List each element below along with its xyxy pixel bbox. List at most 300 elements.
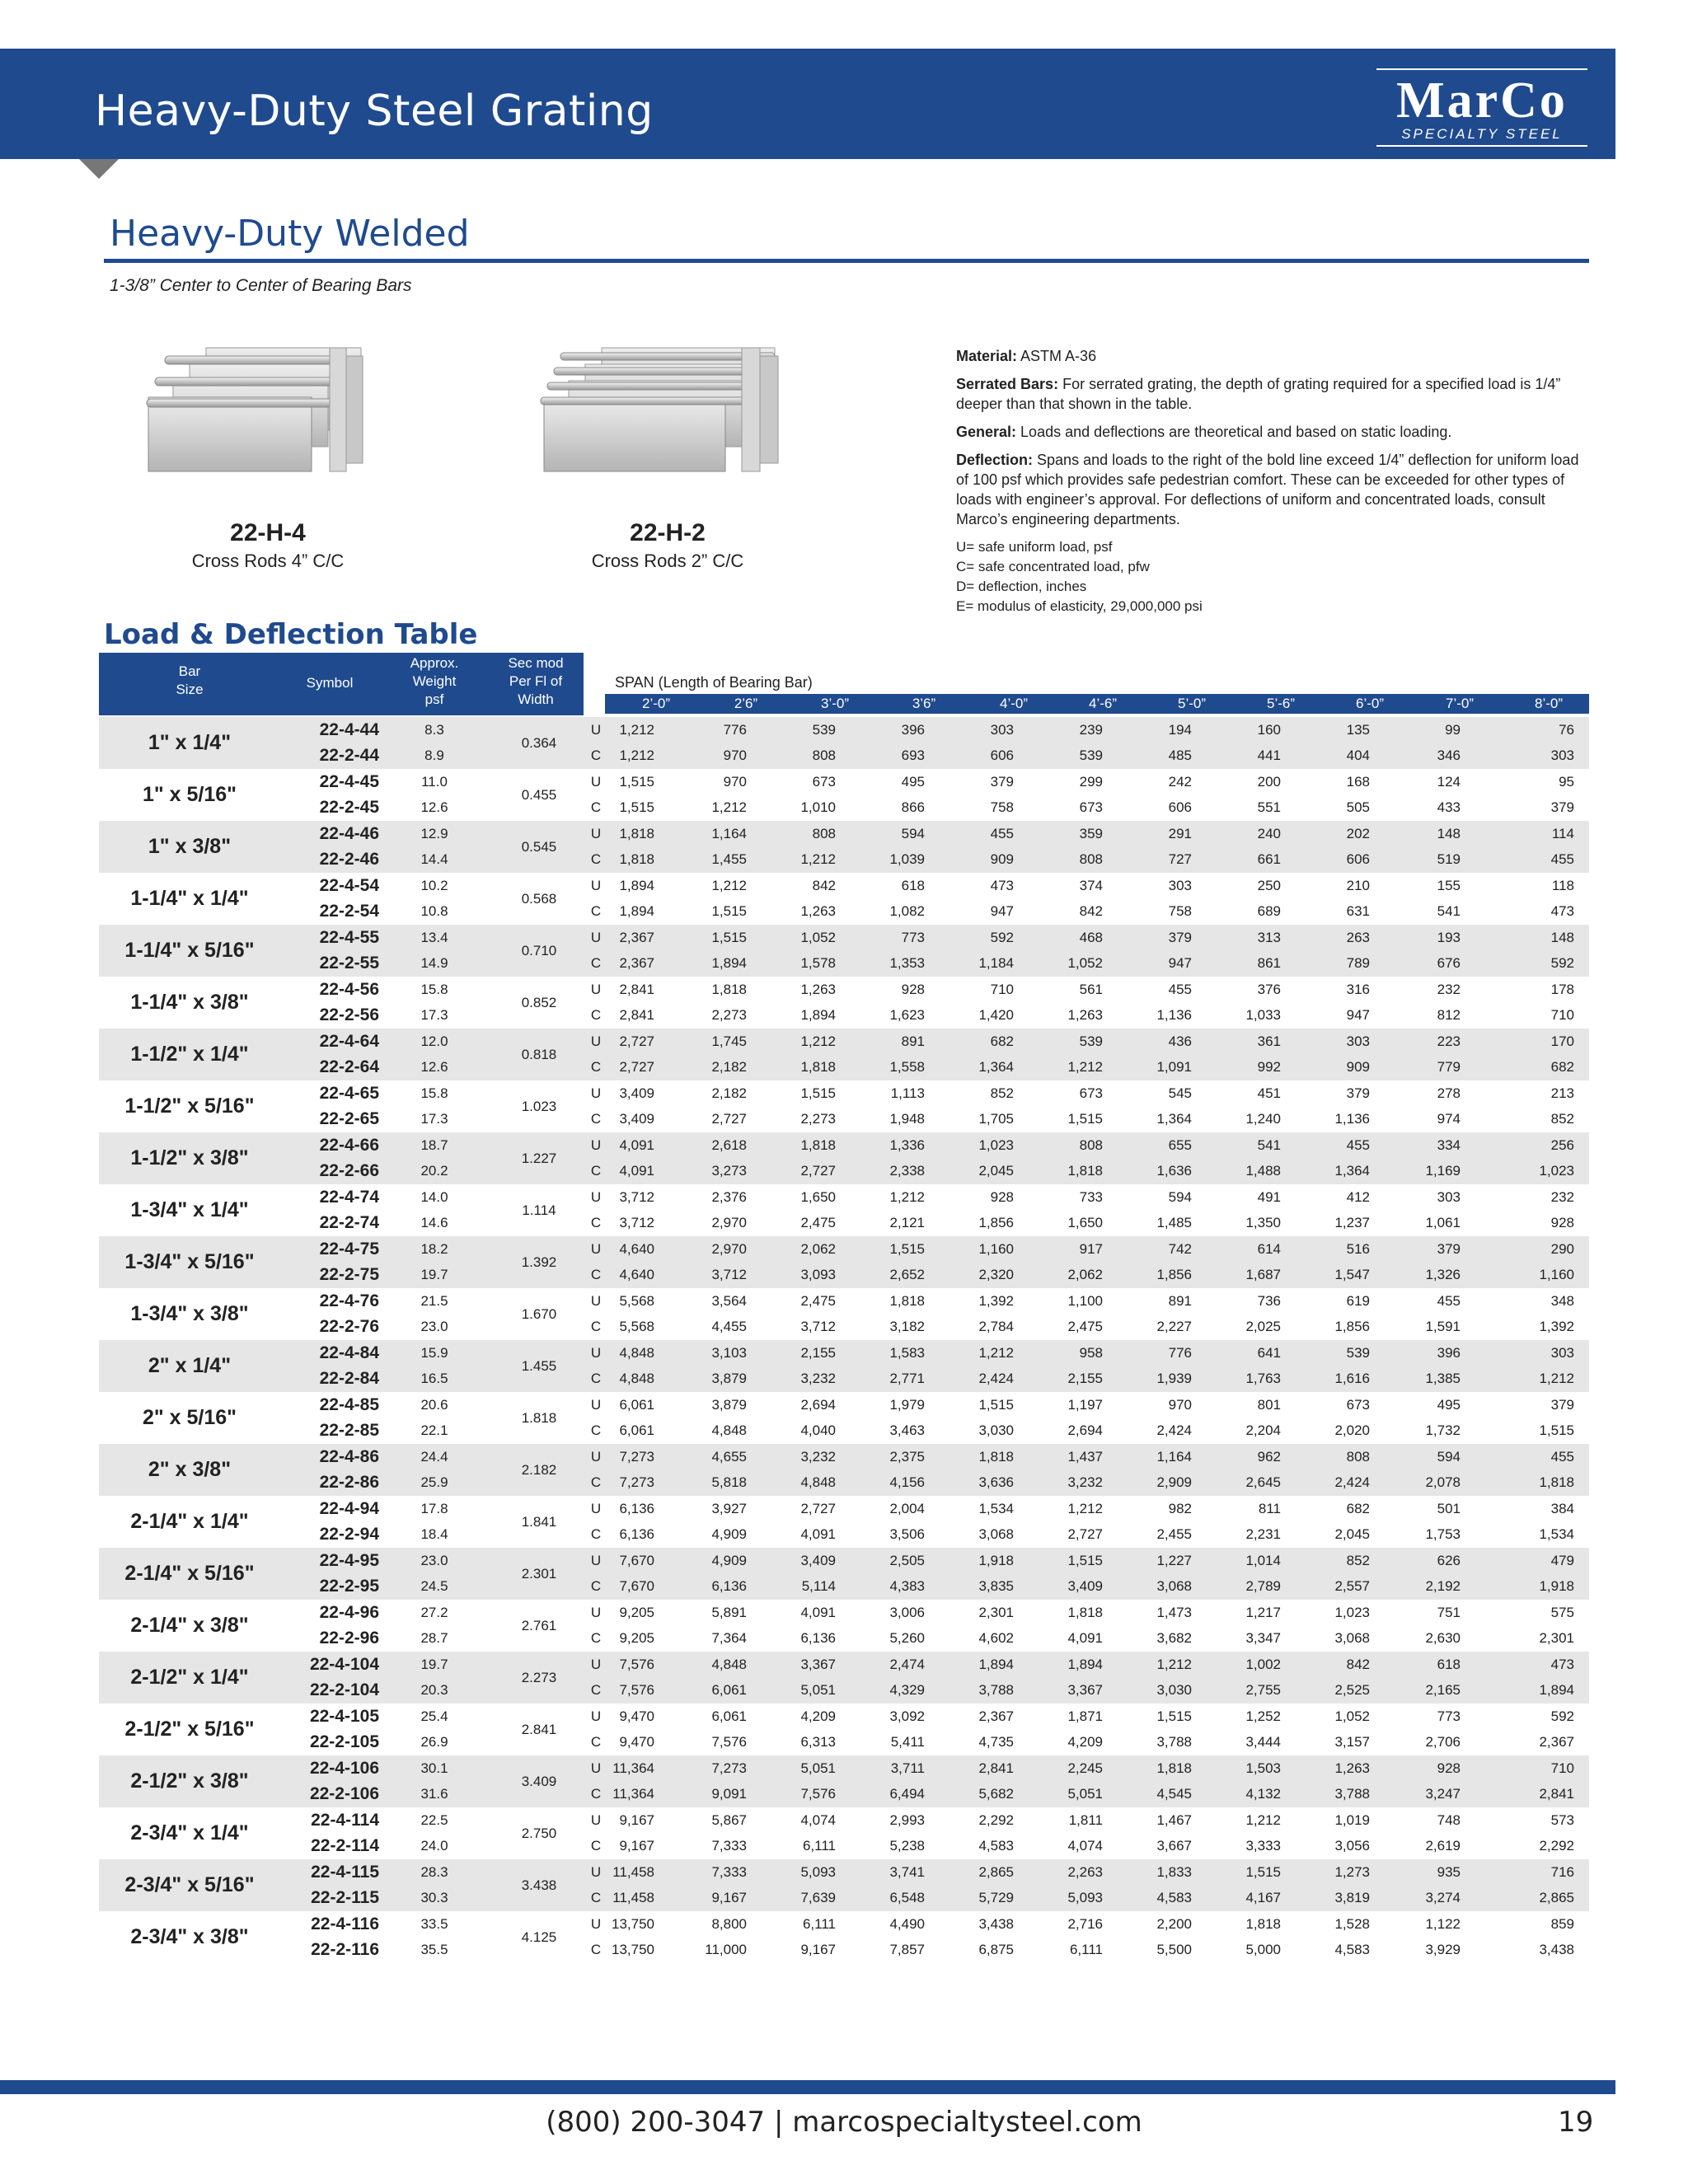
load-value-cell: 1,515 <box>1067 1111 1103 1127</box>
load-type-c: C <box>590 1578 602 1594</box>
load-value-cell: 1,160 <box>1539 1267 1574 1282</box>
load-value-cell: 594 <box>901 826 925 841</box>
symbol-cell: 22-4-105 <box>309 1707 379 1726</box>
load-value-cell: 808 <box>1079 851 1103 867</box>
load-value-cell: 1,818 <box>619 851 654 867</box>
load-value-cell: 689 <box>1257 903 1281 919</box>
load-value-cell: 2,263 <box>1067 1864 1103 1880</box>
load-value-cell: 4,640 <box>619 1267 654 1282</box>
load-value-cell: 2,841 <box>619 1007 654 1023</box>
load-type-c: C <box>590 851 602 867</box>
load-value-cell: 1,811 <box>1068 1812 1103 1828</box>
load-value-cell: 278 <box>1437 1085 1461 1101</box>
load-value-cell: 1,212 <box>711 878 747 893</box>
load-value-cell: 891 <box>901 1033 925 1049</box>
symbol-cell: 22-2-45 <box>319 798 379 817</box>
load-value-cell: 2,970 <box>711 1241 747 1257</box>
load-value-cell: 2,004 <box>889 1501 925 1516</box>
load-value-cell: 1,894 <box>978 1657 1014 1672</box>
load-type-u: U <box>590 1345 602 1361</box>
symbol-cell: 22-4-55 <box>319 928 379 947</box>
symbol-cell: 22-4-116 <box>311 1915 379 1933</box>
grating-image-22-h-4 <box>140 323 387 480</box>
load-value-cell: 379 <box>1437 1241 1461 1257</box>
load-value-cell: 539 <box>1079 748 1103 763</box>
load-value-cell: 1,364 <box>1334 1163 1370 1179</box>
load-type-c: C <box>590 1474 602 1490</box>
load-value-cell: 1,002 <box>1245 1657 1281 1672</box>
symbol-cell: 22-4-86 <box>319 1447 379 1466</box>
load-value-cell: 1,515 <box>1245 1864 1281 1880</box>
footer-contact: (800) 200-3047 | marcospecialtysteel.com <box>546 2106 1142 2139</box>
weight-cell: 14.4 <box>420 851 448 867</box>
load-value-cell: 1,364 <box>978 1059 1014 1075</box>
symbol-cell: 22-2-114 <box>311 1836 379 1855</box>
bar-size-cell: 2-3/4" x 5/16" <box>124 1873 255 1896</box>
load-value-cell: 7,857 <box>889 1942 925 1957</box>
load-value-cell: 2,727 <box>711 1111 747 1127</box>
load-value-cell: 4,848 <box>619 1345 654 1361</box>
load-value-cell: 2,231 <box>1245 1526 1281 1542</box>
bar-size-cell: 1" x 5/16" <box>142 783 237 806</box>
legend <box>956 537 1591 616</box>
load-value-cell: 947 <box>990 903 1014 919</box>
load-value-cell: 742 <box>1168 1241 1192 1257</box>
load-value-cell: 1,894 <box>1067 1657 1103 1672</box>
load-value-cell: 962 <box>1257 1449 1281 1465</box>
load-value-cell: 359 <box>1079 826 1103 841</box>
load-value-cell: 618 <box>1437 1657 1461 1672</box>
load-value-cell: 3,232 <box>1067 1474 1103 1490</box>
load-value-cell: 3,333 <box>1245 1838 1281 1854</box>
symbol-cell: 22-4-94 <box>319 1499 379 1518</box>
load-value-cell: 727 <box>1168 851 1192 867</box>
bar-size-cell: 2" x 5/16" <box>142 1406 237 1429</box>
load-value-cell: 1,100 <box>1067 1293 1103 1309</box>
load-value-cell: 776 <box>723 722 747 738</box>
bar-size-cell: 2" x 3/8" <box>148 1458 232 1481</box>
load-type-c: C <box>590 1371 602 1386</box>
load-type-c: C <box>590 903 602 919</box>
table-title: Load & Deflection Table <box>104 618 478 651</box>
secmod-cell: 1.841 <box>521 1514 557 1530</box>
symbol-cell: 22-4-106 <box>309 1759 379 1778</box>
load-value-cell: 1,122 <box>1425 1916 1461 1932</box>
load-value-cell: 2,367 <box>1539 1734 1574 1750</box>
load-value-cell: 194 <box>1168 722 1192 738</box>
load-value-cell: 693 <box>901 748 925 763</box>
load-value-cell: 928 <box>901 982 925 997</box>
load-value-cell: 2,771 <box>889 1371 925 1386</box>
weight-cell: 24.4 <box>420 1449 448 1465</box>
symbol-cell: 22-2-116 <box>311 1940 379 1959</box>
load-type-c: C <box>590 1630 602 1646</box>
product-code: 22-H-2 <box>630 519 706 546</box>
weight-cell: 28.3 <box>420 1864 448 1880</box>
load-value-cell: 1,023 <box>1539 1163 1574 1179</box>
load-value-cell: 436 <box>1168 1033 1192 1049</box>
load-value-cell: 2,630 <box>1425 1630 1461 1646</box>
load-value-cell: 2,865 <box>1539 1890 1574 1905</box>
load-value-cell: 2,475 <box>800 1293 836 1309</box>
load-value-cell: 1,212 <box>1067 1059 1103 1075</box>
marco-logo <box>1376 68 1587 147</box>
load-value-cell: 5,051 <box>1067 1786 1103 1802</box>
load-value-cell: 594 <box>1168 1189 1192 1205</box>
load-value-cell: 970 <box>723 774 747 790</box>
load-type-u: U <box>590 1864 602 1880</box>
load-value-cell: 541 <box>1437 903 1461 919</box>
load-value-cell: 2,755 <box>1245 1682 1281 1698</box>
load-value-cell: 2,376 <box>711 1189 747 1205</box>
material-notes <box>956 346 1591 616</box>
header-notch <box>79 159 119 179</box>
load-value-cell: 313 <box>1257 930 1281 945</box>
weight-cell: 19.7 <box>420 1267 448 1282</box>
load-value-cell: 4,091 <box>619 1137 654 1153</box>
symbol-cell: 22-4-74 <box>319 1188 379 1207</box>
symbol-cell: 22-2-105 <box>309 1732 379 1751</box>
load-value-cell: 13,750 <box>612 1916 654 1932</box>
symbol-cell: 22-2-75 <box>319 1265 379 1284</box>
symbol-cell: 22-4-64 <box>319 1032 379 1051</box>
symbol-cell: 22-4-96 <box>319 1603 379 1622</box>
load-value-cell: 232 <box>1437 982 1461 997</box>
load-value-cell: 11,000 <box>705 1942 747 1957</box>
product-label-22-h-2 <box>552 519 783 572</box>
load-value-cell: 2,841 <box>978 1760 1014 1776</box>
load-value-cell: 291 <box>1168 826 1192 841</box>
load-value-cell: 1,164 <box>711 826 747 841</box>
load-value-cell: 1,818 <box>711 982 747 997</box>
secmod-cell: 3.438 <box>521 1877 557 1893</box>
load-value-cell: 168 <box>1346 774 1370 790</box>
load-value-cell: 4,545 <box>1156 1786 1192 1802</box>
load-value-cell: 213 <box>1550 1085 1574 1101</box>
load-value-cell: 200 <box>1257 774 1281 790</box>
load-value-cell: 1,833 <box>1156 1864 1192 1880</box>
load-value-cell: 716 <box>1550 1864 1574 1880</box>
weight-cell: 14.6 <box>420 1215 448 1230</box>
weight-cell: 20.3 <box>420 1682 448 1698</box>
weight-cell: 15.9 <box>420 1345 448 1361</box>
load-value-cell: 473 <box>990 878 1014 893</box>
load-value-cell: 2,165 <box>1425 1682 1461 1698</box>
load-value-cell: 3,068 <box>978 1526 1014 1542</box>
load-value-cell: 479 <box>1550 1553 1574 1568</box>
load-value-cell: 5,260 <box>889 1630 925 1646</box>
load-value-cell: 551 <box>1257 799 1281 815</box>
load-value-cell: 505 <box>1346 799 1370 815</box>
load-value-cell: 4,074 <box>800 1812 836 1828</box>
load-value-cell: 2,062 <box>1067 1267 1103 1282</box>
product-desc: Cross Rods 4” C/C <box>191 551 345 571</box>
load-value-cell: 970 <box>723 748 747 763</box>
load-type-c: C <box>590 1734 602 1750</box>
load-value-cell: 1,818 <box>889 1293 925 1309</box>
load-value-cell: 9,205 <box>619 1605 654 1620</box>
load-value-cell: 3,347 <box>1245 1630 1281 1646</box>
load-value-cell: 303 <box>1550 1345 1574 1361</box>
symbol-cell: 22-2-115 <box>311 1888 379 1907</box>
section-divider <box>104 259 1589 263</box>
weight-cell: 8.9 <box>424 748 444 763</box>
load-value-cell: 1,763 <box>1245 1371 1281 1386</box>
load-type-c: C <box>590 1526 602 1542</box>
load-value-cell: 1,616 <box>1334 1371 1370 1386</box>
load-value-cell: 2,338 <box>889 1163 925 1179</box>
load-value-cell: 263 <box>1346 930 1370 945</box>
load-value-cell: 4,735 <box>978 1734 1014 1750</box>
legend-item: D= deflection, inches <box>956 579 1087 594</box>
load-value-cell: 3,157 <box>1334 1734 1370 1750</box>
load-value-cell: 9,470 <box>619 1708 654 1724</box>
bar-size-cell: 2-1/4" x 5/16" <box>124 1562 255 1585</box>
symbol-cell: 22-2-46 <box>319 850 379 869</box>
load-value-cell: 7,273 <box>619 1449 654 1465</box>
load-value-cell: 5,051 <box>800 1760 836 1776</box>
load-value-cell: 2,505 <box>889 1553 925 1568</box>
load-value-cell: 592 <box>1550 955 1574 971</box>
load-value-cell: 99 <box>1445 722 1461 738</box>
load-value-cell: 7,576 <box>619 1657 654 1672</box>
load-value-cell: 5,867 <box>711 1812 747 1828</box>
weight-cell: 11.0 <box>421 774 448 790</box>
symbol-cell: 22-2-55 <box>319 954 379 972</box>
load-value-cell: 2,192 <box>1425 1578 1461 1594</box>
load-value-cell: 1,894 <box>800 1007 836 1023</box>
load-value-cell: 1,252 <box>1245 1708 1281 1724</box>
load-value-cell: 433 <box>1437 799 1461 815</box>
load-type-u: U <box>590 1553 602 1568</box>
load-type-u: U <box>590 1033 602 1049</box>
load-value-cell: 155 <box>1437 878 1461 893</box>
secmod-cell: 1.455 <box>521 1358 557 1374</box>
logo-main-text: MarCo <box>1396 73 1568 129</box>
load-value-cell: 561 <box>1079 982 1103 997</box>
symbol-cell: 22-2-44 <box>319 746 379 765</box>
load-value-cell: 808 <box>1346 1449 1370 1465</box>
load-value-cell: 376 <box>1257 982 1281 997</box>
load-value-cell: 866 <box>901 799 925 815</box>
load-value-cell: 1,515 <box>1067 1553 1103 1568</box>
symbol-cell: 22-4-75 <box>319 1240 379 1258</box>
load-value-cell: 11,458 <box>612 1890 654 1905</box>
load-value-cell: 379 <box>1550 799 1574 815</box>
load-value-cell: 974 <box>1437 1111 1461 1127</box>
symbol-cell: 22-4-65 <box>319 1084 379 1103</box>
weight-cell: 17.3 <box>420 1007 448 1023</box>
load-value-cell: 3,030 <box>978 1422 1014 1438</box>
load-value-cell: 242 <box>1168 774 1192 790</box>
load-value-cell: 519 <box>1437 851 1461 867</box>
page-title: Heavy-Duty Steel Grating <box>95 87 654 136</box>
load-value-cell: 811 <box>1258 1501 1281 1516</box>
load-value-cell: 2,909 <box>1156 1474 1192 1490</box>
load-value-cell: 2,652 <box>889 1267 925 1282</box>
symbol-cell: 22-4-84 <box>319 1343 379 1362</box>
load-value-cell: 808 <box>812 748 836 763</box>
load-value-cell: 3,068 <box>1156 1578 1192 1594</box>
load-value-cell: 1,939 <box>1156 1371 1192 1386</box>
load-value-cell: 539 <box>1079 1033 1103 1049</box>
load-value-cell: 1,547 <box>1334 1267 1370 1282</box>
load-value-cell: 4,909 <box>711 1526 747 1542</box>
load-value-cell: 2,155 <box>1067 1371 1103 1386</box>
load-value-cell: 1,705 <box>978 1111 1014 1127</box>
load-value-cell: 210 <box>1346 878 1370 893</box>
load-value-cell: 3,927 <box>711 1501 747 1516</box>
bar-size-cell: 2-1/4" x 3/8" <box>130 1614 249 1637</box>
secmod-cell: 3.409 <box>521 1774 557 1789</box>
load-value-cell: 3,274 <box>1425 1890 1461 1905</box>
load-value-cell: 3,056 <box>1334 1838 1370 1854</box>
load-value-cell: 3,444 <box>1245 1734 1281 1750</box>
load-value-cell: 1,732 <box>1425 1422 1461 1438</box>
load-value-cell: 928 <box>1437 1760 1461 1776</box>
bar-size-cell: 1-3/4" x 1/4" <box>130 1198 249 1221</box>
load-value-cell: 958 <box>1079 1345 1103 1361</box>
weight-cell: 15.8 <box>420 982 448 997</box>
load-value-cell: 852 <box>990 1085 1014 1101</box>
load-value-cell: 673 <box>1079 799 1103 815</box>
load-value-cell: 1,184 <box>978 955 1014 971</box>
load-value-cell: 1,212 <box>1156 1657 1192 1672</box>
weight-cell: 27.2 <box>420 1605 448 1620</box>
load-value-cell: 673 <box>1346 1397 1370 1413</box>
symbol-cell: 22-2-64 <box>319 1057 379 1076</box>
load-value-cell: 2,025 <box>1245 1319 1281 1334</box>
load-value-cell: 710 <box>990 982 1014 997</box>
load-value-cell: 7,576 <box>619 1682 654 1698</box>
load-value-cell: 170 <box>1550 1033 1574 1049</box>
load-value-cell: 641 <box>1257 1345 1281 1361</box>
load-value-cell: 1,273 <box>1334 1864 1370 1880</box>
bar-size-cell: 2-3/4" x 1/4" <box>130 1821 249 1844</box>
weight-cell: 23.0 <box>420 1319 448 1334</box>
load-value-cell: 1,534 <box>1539 1526 1574 1542</box>
load-value-cell: 909 <box>990 851 1014 867</box>
load-value-cell: 928 <box>1550 1215 1574 1230</box>
load-value-cell: 13,750 <box>612 1942 654 1957</box>
bar-size-cell: 2-1/2" x 3/8" <box>130 1769 249 1793</box>
symbol-cell: 22-4-85 <box>319 1395 379 1414</box>
load-value-cell: 2,557 <box>1334 1578 1370 1594</box>
weight-cell: 14.0 <box>420 1189 448 1205</box>
load-value-cell: 1,217 <box>1245 1605 1281 1620</box>
load-value-cell: 748 <box>1437 1812 1461 1828</box>
load-value-cell: 2,227 <box>1156 1319 1192 1334</box>
secmod-cell: 2.182 <box>521 1462 557 1478</box>
weight-cell: 16.5 <box>420 1371 448 1386</box>
load-type-c: C <box>590 1007 602 1023</box>
load-value-cell: 316 <box>1346 982 1370 997</box>
load-value-cell: 9,167 <box>619 1838 654 1854</box>
secmod-cell: 0.818 <box>521 1047 557 1062</box>
load-value-cell: 9,167 <box>800 1942 836 1957</box>
load-value-cell: 346 <box>1437 748 1461 763</box>
load-value-cell: 2,367 <box>619 930 654 945</box>
load-value-cell: 11,364 <box>612 1760 654 1776</box>
symbol-cell: 22-2-56 <box>319 1005 379 1024</box>
load-value-cell: 2,367 <box>978 1708 1014 1724</box>
load-value-cell: 3,232 <box>800 1449 836 1465</box>
secmod-cell: 4.125 <box>521 1929 557 1945</box>
load-type-u: U <box>590 982 602 997</box>
load-value-cell: 3,741 <box>889 1864 925 1880</box>
load-value-cell: 1,455 <box>711 851 747 867</box>
note-serrated: Serrated Bars: For serrated grating, the depth of grating required for a specified load is 1/4” deeper than that shown in the table. <box>956 376 1561 412</box>
load-value-cell: 6,548 <box>889 1890 925 1905</box>
load-value-cell: 468 <box>1079 930 1103 945</box>
load-value-cell: 545 <box>1168 1085 1192 1101</box>
load-value-cell: 455 <box>990 826 1014 841</box>
weight-cell: 18.7 <box>420 1137 448 1153</box>
load-value-cell: 6,136 <box>800 1630 836 1646</box>
load-value-cell: 1,212 <box>1245 1812 1281 1828</box>
load-type-u: U <box>590 1449 602 1465</box>
weight-cell: 13.4 <box>420 930 448 945</box>
load-value-cell: 3,712 <box>619 1215 654 1230</box>
load-value-cell: 573 <box>1550 1812 1574 1828</box>
weight-cell: 21.5 <box>420 1293 448 1309</box>
load-value-cell: 451 <box>1257 1085 1281 1101</box>
load-type-u: U <box>590 1916 602 1932</box>
load-value-cell: 6,136 <box>619 1501 654 1516</box>
load-value-cell: 1,052 <box>800 930 836 945</box>
product-code: 22-H-4 <box>230 519 306 546</box>
note-deflection: Deflection: Spans and loads to the right of the bold line exceed 1/4” deflection for uniform load of 100 psf which provides safe pedestrian comfort. These can be exceeded for other types of loads with engineer’s approval. For deflections of uniform and concentrated loads, consult Marco’s engineering departments. <box>956 452 1579 527</box>
weight-cell: 35.5 <box>420 1942 448 1957</box>
load-value-cell: 9,091 <box>711 1786 747 1802</box>
load-value-cell: 2,320 <box>978 1267 1014 1282</box>
load-value-cell: 3,682 <box>1156 1630 1192 1646</box>
load-value-cell: 614 <box>1257 1241 1281 1257</box>
load-value-cell: 2,727 <box>619 1059 654 1075</box>
load-value-cell: 2,789 <box>1245 1578 1281 1594</box>
load-value-cell: 1,856 <box>978 1215 1014 1230</box>
load-value-cell: 1,818 <box>800 1137 836 1153</box>
load-value-cell: 3,409 <box>1067 1578 1103 1594</box>
load-value-cell: 303 <box>990 722 1014 738</box>
load-value-cell: 2,424 <box>1334 1474 1370 1490</box>
load-value-cell: 7,333 <box>711 1838 747 1854</box>
secmod-cell: 1.670 <box>521 1306 557 1322</box>
load-value-cell: 2,200 <box>1156 1916 1192 1932</box>
weight-cell: 30.3 <box>420 1890 448 1905</box>
load-value-cell: 891 <box>1168 1293 1192 1309</box>
load-value-cell: 114 <box>1551 826 1574 841</box>
symbol-cell: 22-2-95 <box>319 1577 379 1596</box>
load-value-cell: 1,818 <box>619 826 654 841</box>
weight-cell: 18.2 <box>420 1241 448 1257</box>
load-value-cell: 1,353 <box>889 955 925 971</box>
load-value-cell: 4,329 <box>889 1682 925 1698</box>
secmod-cell: 0.710 <box>521 943 557 958</box>
weight-cell: 25.9 <box>420 1474 448 1490</box>
load-value-cell: 6,061 <box>711 1708 747 1724</box>
load-value-cell: 2,062 <box>800 1241 836 1257</box>
load-value-cell: 148 <box>1437 826 1461 841</box>
load-value-cell: 76 <box>1559 722 1574 738</box>
product-label-22-h-4 <box>157 519 379 572</box>
load-value-cell: 7,670 <box>619 1553 654 1568</box>
load-value-cell: 1,856 <box>1156 1267 1192 1282</box>
load-value-cell: 2,784 <box>978 1319 1014 1334</box>
load-value-cell: 539 <box>1346 1345 1370 1361</box>
load-type-u: U <box>590 1189 602 1205</box>
load-value-cell: 992 <box>1257 1059 1281 1075</box>
